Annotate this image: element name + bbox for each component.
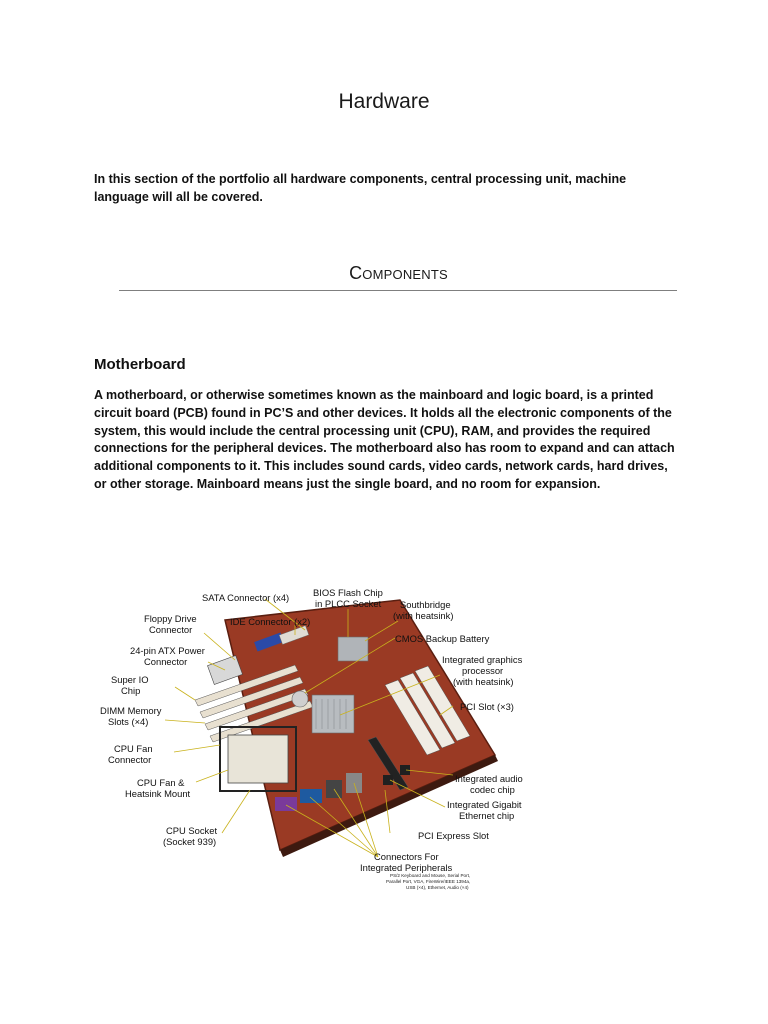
label-superio-1: Super IO <box>111 674 149 685</box>
label-audio-2: codec chip <box>470 784 515 795</box>
label-bios-1: BIOS Flash Chip <box>313 587 383 598</box>
document-title: Hardware <box>338 90 430 113</box>
motherboard-paragraph: A motherboard, or otherwise sometimes known as the mainboard and logic board, is a printed circuit board (PCB) found in PC’S and other devices. It holds all the electronic components of the system, this would include the central processing unit (CPU), RAM, and provides the required connections for the peripheral devices. The motherboard also has room to expand and can attach additional components to it. This includes sound cards, video cards, network cards, hard drives, or other storage. Mainboard means just the single board, and no room for expansion. <box>94 388 675 491</box>
label-periph-note-1: PS/2 Keyboard and Mouse, Serial Port, <box>390 873 471 878</box>
section-heading: Components <box>349 263 448 283</box>
cmos-battery <box>292 691 308 707</box>
label-igp-2: processor <box>462 665 504 676</box>
gigabit-chip <box>383 775 393 785</box>
label-dimm-2: Slots (×4) <box>108 716 149 727</box>
label-ide: IDE Connector (x2) <box>230 616 311 627</box>
label-sata: SATA Connector (x4) <box>202 592 290 603</box>
label-periph-2: Integrated Peripherals <box>360 862 453 873</box>
label-cpufan-1: CPU Fan <box>114 743 153 754</box>
label-floppy-1: Floppy Drive <box>144 613 197 624</box>
label-igp-1: Integrated graphics <box>442 654 523 665</box>
label-atx-1: 24-pin ATX Power <box>130 645 205 656</box>
label-southbridge-2: (with heatsink) <box>393 610 454 621</box>
label-gigabit-2: Ethernet chip <box>459 810 515 821</box>
label-cmos: CMOS Backup Battery <box>395 633 490 644</box>
label-igp-3: (with heatsink) <box>453 676 514 687</box>
label-gigabit-1: Integrated Gigabit <box>447 799 522 810</box>
motherboard-diagram <box>100 575 560 895</box>
label-heatsink-2: Heatsink Mount <box>125 788 191 799</box>
label-audio-1: Integrated audio <box>455 773 523 784</box>
igp-heatsink <box>312 695 354 733</box>
section-rule <box>119 290 677 291</box>
label-southbridge-1: Southbridge <box>400 599 451 610</box>
label-atx-2: Connector <box>144 656 188 667</box>
subheading-motherboard: Motherboard <box>94 356 186 373</box>
label-pci: PCI Slot (×3) <box>460 701 514 712</box>
label-cpufan-2: Connector <box>108 754 152 765</box>
label-socket-1: CPU Socket <box>166 825 218 836</box>
label-bios-2: in PLCC Socket <box>315 598 382 609</box>
label-heatsink-1: CPU Fan & <box>137 777 185 788</box>
label-pcie: PCI Express Slot <box>418 830 489 841</box>
label-periph-1: Connectors For <box>374 851 439 862</box>
label-periph-note-2: Parallel Port, VGA, FireWire/IEEE 1394a, <box>386 879 471 884</box>
label-socket-2: (Socket 939) <box>163 836 217 847</box>
motherboard-figure <box>100 575 560 895</box>
label-dimm-1: DIMM Memory <box>100 705 162 716</box>
label-superio-2: Chip <box>121 685 141 696</box>
cpu-socket <box>228 735 288 783</box>
intro-paragraph: In this section of the portfolio all hardware components, central processing unit, machine language will all be covered. <box>94 172 627 204</box>
label-floppy-2: Connector <box>149 624 193 635</box>
label-periph-note-3: USB (×4), Ethernet, Audio (×4) <box>406 885 469 890</box>
